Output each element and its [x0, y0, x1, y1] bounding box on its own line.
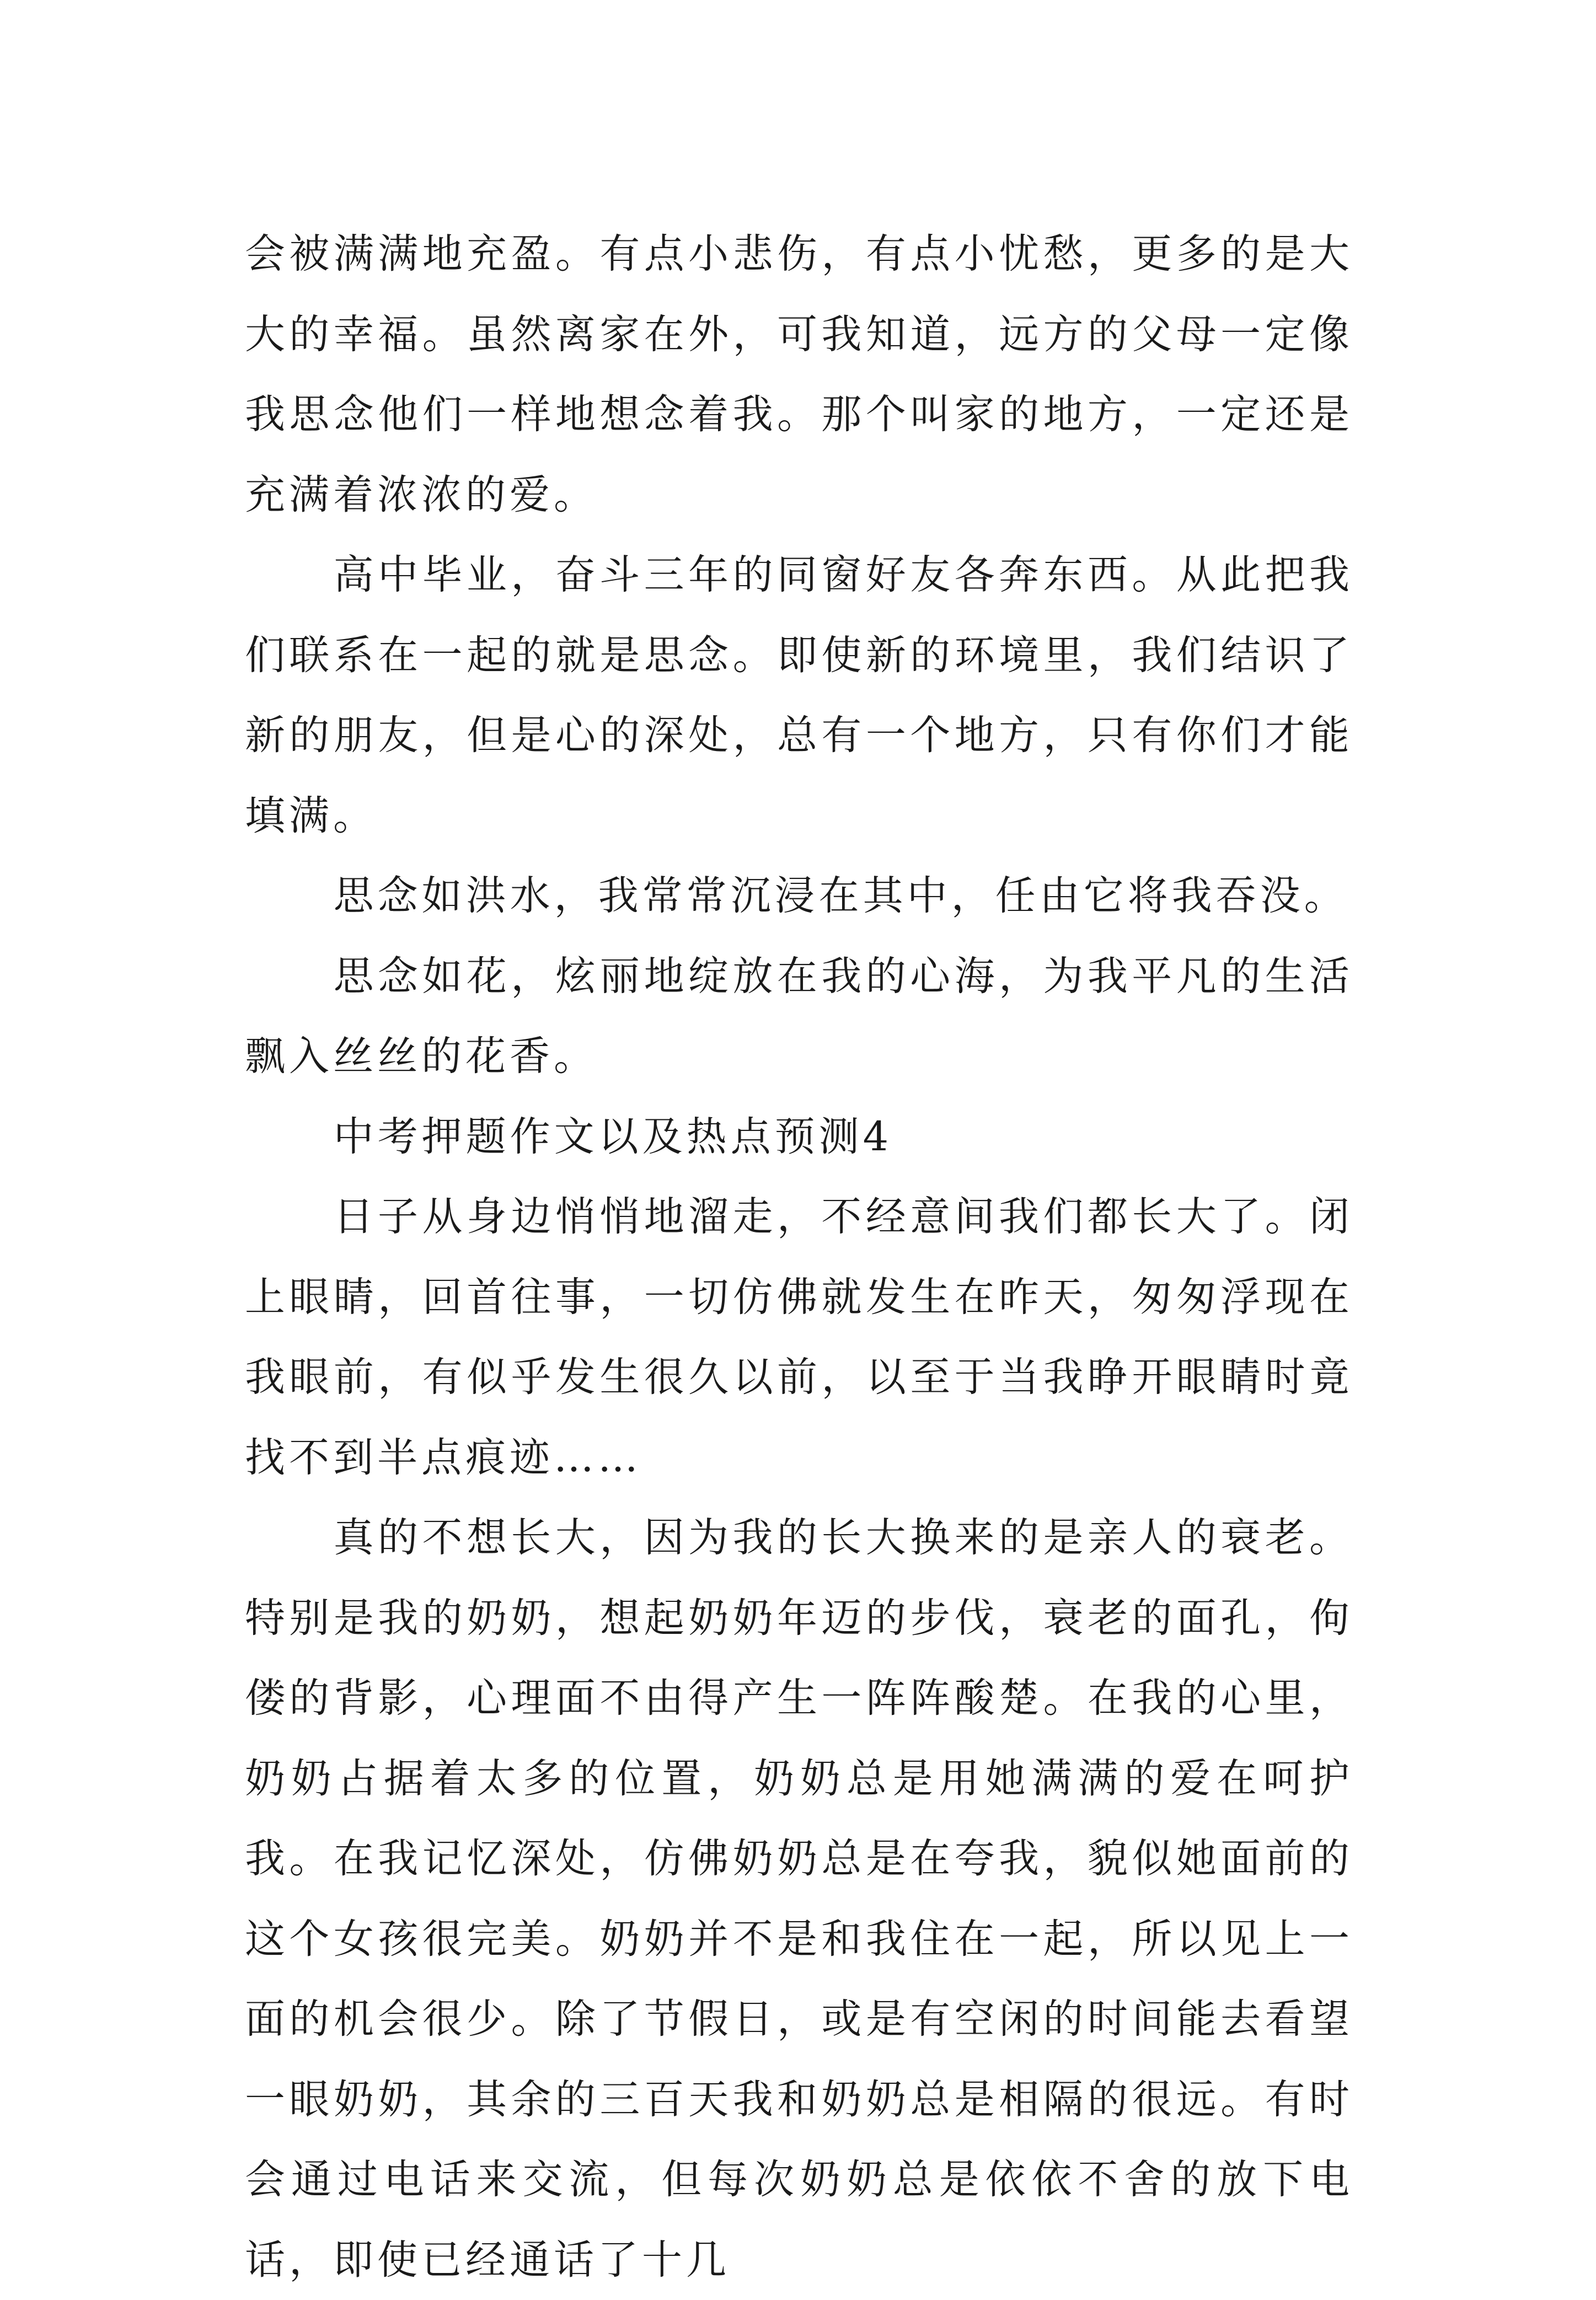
paragraph-3: 思念如洪水，我常常沉浸在其中，任由它将我吞没。 — [333, 872, 1348, 919]
paragraph-4: 思念如花，炫丽地绽放在我的心海，为我平凡的生活飘入丝丝的花香。 — [245, 952, 1353, 1080]
paragraph-6: 真的不想长大，因为我的长大换来的是亲人的衰老。特别是我的奶奶，想起奶奶年迈的步伐，衰老的面孔，佝偻的背影，心理面不由得产生一阵阵酸楚。在我的心里，奶奶占据着太多的位置，奶奶总是用她满满的爱在呵护我。在我记忆深处，仿佛奶奶总是在夸我，貌似她面前的这个女孩很完美。奶奶并不是和我住在一起，所以见上一面的机会很少。除了节假日，或是有空闲的时间能去看望一眼奶奶，其余的三百天我和奶奶总是相隔的很远。有时会通过电话来交流，但每次奶奶总是依依不舍的放下电话，即使已经通话了十几 — [245, 1514, 1353, 2283]
paragraph-5: 日子从身边悄悄地溜走，不经意间我们都长大了。闭上眼睛，回首往事，一切仿佛就发生在昨天，匆匆浮现在我眼前，有似乎发生很久以前，以至于当我睁开眼睛时竟找不到半点痕迹…… — [245, 1193, 1353, 1481]
article-body — [245, 214, 1353, 2300]
section-heading: 中考押题作文以及热点预测4 — [333, 1113, 893, 1160]
paragraph-1: 会被满满地充盈。有点小悲伤，有点小忧愁，更多的是大大的幸福。虽然离家在外，可我知道，远方的父母一定像我思念他们一样地想念着我。那个叫家的地方，一定还是充满着浓浓的爱。 — [245, 230, 1353, 518]
paragraph-2: 高中毕业，奋斗三年的同窗好友各奔东西。从此把我们联系在一起的就是思念。即使新的环境里，我们结识了新的朋友，但是心的深处，总有一个地方，只有你们才能填满。 — [245, 551, 1353, 839]
